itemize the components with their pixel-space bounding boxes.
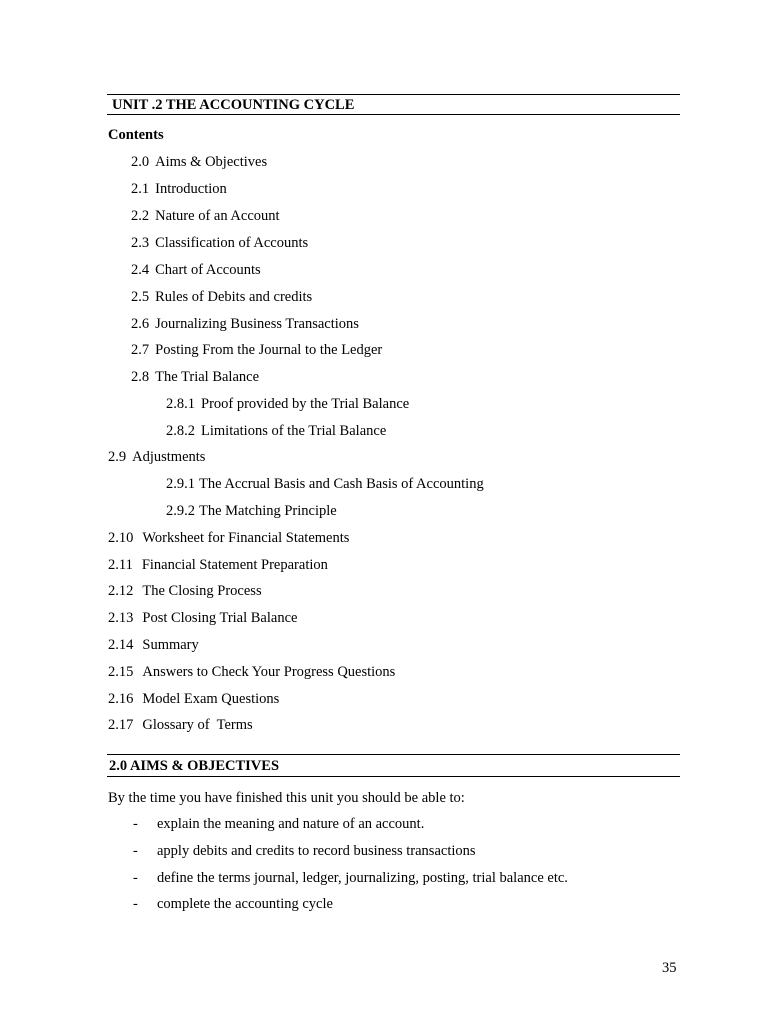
page-number: 35: [662, 960, 677, 976]
toc-item: [108, 529, 349, 547]
toc-number: 2.9: [108, 449, 127, 465]
toc-number: 2.14: [108, 637, 134, 653]
aims-heading-text: 2.0 AIMS & OBJECTIVES: [109, 758, 280, 774]
toc-title: The Closing Process: [142, 583, 262, 599]
toc-item: [166, 475, 484, 493]
toc-number: 2.8.2: [166, 423, 195, 439]
aims-intro: By the time you have finished this unit you should be able to:: [108, 790, 465, 806]
toc-title: Proof provided by the Trial Balance: [201, 396, 410, 412]
dash-bullet: -: [133, 896, 138, 912]
toc-item: [108, 636, 199, 654]
toc-number: 2.10: [108, 530, 134, 546]
toc-title: Limitations of the Trial Balance: [201, 423, 387, 439]
toc-item: [108, 716, 253, 734]
toc-number: 2.1: [131, 181, 150, 197]
toc-number: 2.16: [108, 691, 134, 707]
toc-title: Post Closing Trial Balance: [142, 610, 298, 626]
toc-title: Worksheet for Financial Statements: [142, 530, 350, 546]
toc-number: 2.6: [131, 316, 150, 332]
toc-number: 2.12: [108, 583, 134, 599]
toc-title: The Trial Balance: [155, 369, 260, 385]
dash-bullet: -: [133, 870, 138, 886]
toc-item: [131, 153, 267, 171]
objective-text: explain the meaning and nature of an account.: [157, 816, 425, 832]
toc-title: The Matching Principle: [199, 503, 337, 519]
toc-title: Introduction: [155, 181, 227, 197]
toc-item: [131, 341, 382, 359]
toc-title: Rules of Debits and credits: [155, 289, 313, 305]
toc-number: 2.2: [131, 208, 150, 224]
toc-number: 2.15: [108, 664, 134, 680]
toc-title: Journalizing Business Transactions: [155, 316, 359, 332]
toc-item: [108, 556, 328, 574]
dash-bullet: -: [133, 816, 138, 832]
toc-title: Classification of Accounts: [155, 235, 309, 251]
toc-title: Nature of an Account: [155, 208, 280, 224]
aims-heading: [107, 754, 680, 777]
toc-item: [108, 663, 395, 681]
toc-item: [108, 690, 279, 708]
toc-number: 2.11: [108, 557, 133, 573]
toc-title: Posting From the Journal to the Ledger: [155, 342, 383, 358]
toc-item: [131, 261, 261, 279]
toc-title: Glossary of Terms: [142, 717, 253, 733]
toc-title: Model Exam Questions: [142, 691, 280, 707]
toc-item: [166, 395, 409, 413]
unit-heading: [107, 94, 680, 115]
toc-number: 2.8.1: [166, 396, 195, 412]
toc-item: [108, 448, 205, 466]
toc-item: [108, 609, 297, 627]
toc-title: Summary: [142, 637, 199, 653]
toc-number: 2.13: [108, 610, 134, 626]
toc-item: [166, 502, 337, 520]
toc-title: Financial Statement Preparation: [141, 557, 328, 573]
toc-item: [131, 234, 308, 252]
toc-item: [131, 207, 280, 225]
unit-heading-text: UNIT .2 THE ACCOUNTING CYCLE: [112, 97, 355, 113]
toc-title: Chart of Accounts: [155, 262, 261, 278]
objective-text: apply debits and credits to record business transactions: [157, 843, 476, 859]
toc-item: [131, 368, 259, 386]
toc-item: [108, 582, 262, 600]
objective-text: define the terms journal, ledger, journalizing, posting, trial balance etc.: [157, 870, 568, 886]
toc-number: 2.9.1: [166, 476, 195, 492]
toc-number: 2.4: [131, 262, 150, 278]
toc-item: [166, 422, 386, 440]
toc-item: [131, 288, 312, 306]
contents-label: Contents: [108, 127, 164, 143]
toc-title: Aims & Objectives: [155, 154, 268, 170]
toc-number: 2.9.2: [166, 503, 195, 519]
toc-item: [131, 180, 227, 198]
objective-text: complete the accounting cycle: [157, 896, 333, 912]
toc-title: Answers to Check Your Progress Questions: [142, 664, 396, 680]
toc-title: The Accrual Basis and Cash Basis of Accounting: [199, 476, 484, 492]
toc-number: 2.0: [131, 154, 150, 170]
dash-bullet: -: [133, 843, 138, 859]
toc-title: Adjustments: [132, 449, 206, 465]
toc-item: [131, 315, 359, 333]
toc-number: 2.17: [108, 717, 134, 733]
toc-number: 2.5: [131, 289, 150, 305]
toc-number: 2.8: [131, 369, 150, 385]
toc-number: 2.7: [131, 342, 150, 358]
toc-number: 2.3: [131, 235, 150, 251]
